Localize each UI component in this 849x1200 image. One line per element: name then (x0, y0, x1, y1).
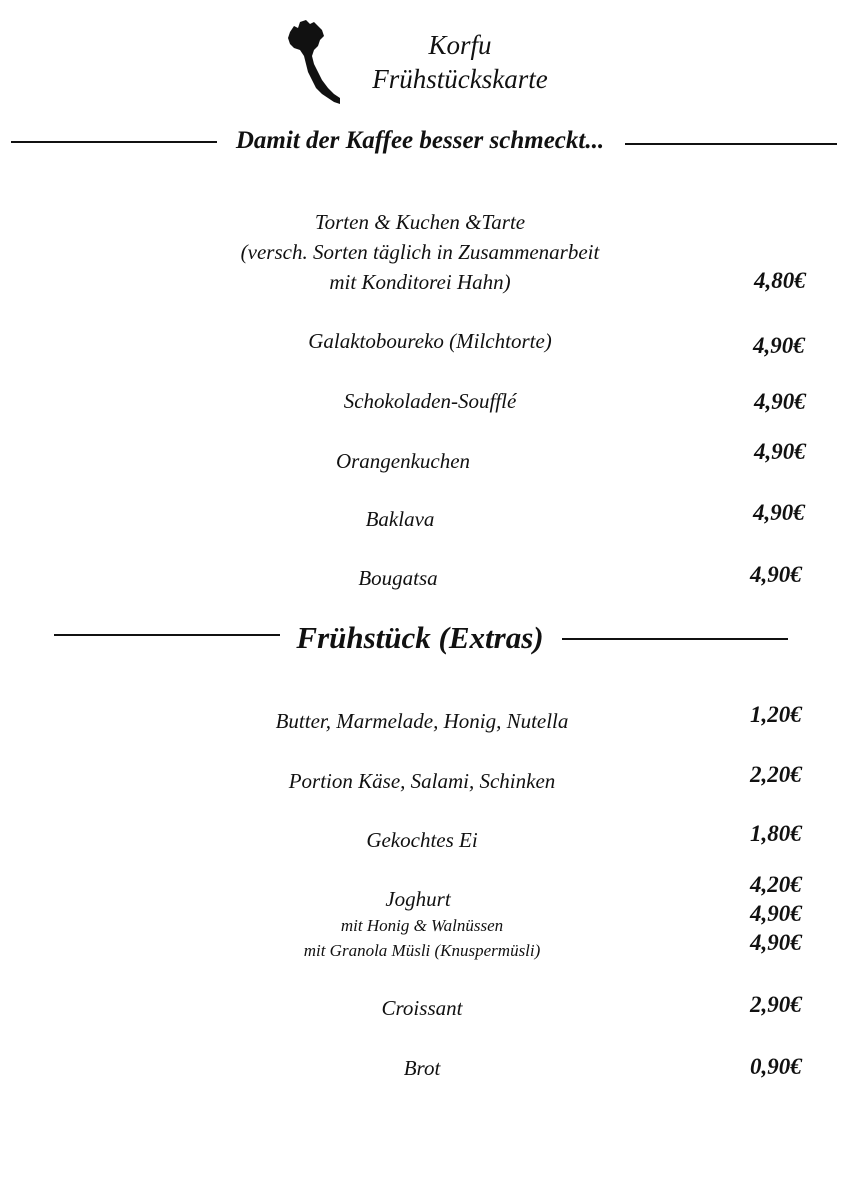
corfu-island-logo-icon (284, 18, 344, 106)
menu-item-name: Galaktoboureko (Milchtorte) (308, 329, 552, 353)
menu-item-variant-price: 4,90€ (750, 930, 802, 955)
menu-item-name: Baklava (365, 507, 435, 531)
menu-item-price: 4,20€ (750, 872, 802, 897)
menu-item-name-line: mit Konditorei Hahn) (329, 270, 511, 294)
menu-item-price: 4,90€ (750, 562, 802, 587)
menu-item-name-line: (versch. Sorten täglich in Zusammenarbeit (240, 240, 600, 264)
section-2-rule-right (562, 638, 788, 640)
section-2-rule-left (54, 634, 280, 636)
menu-item-price: 4,90€ (754, 389, 806, 414)
section-1-rule-left (11, 141, 217, 143)
menu-item-name: Schokoladen-Soufflé (343, 389, 517, 413)
menu-item-variant: mit Granola Müsli (Knuspermüsli) (303, 941, 541, 960)
menu-item-name: Croissant (381, 996, 463, 1020)
menu-item-price: 2,20€ (750, 762, 802, 787)
section-2-title: Frühstück (Extras) (296, 620, 544, 655)
menu-item-price: 2,90€ (750, 992, 802, 1017)
header-line-1: Korfu (428, 30, 492, 60)
header-line-2: Frühstückskarte (372, 64, 548, 94)
menu-item-name: Bougatsa (358, 566, 438, 590)
menu-item-price: 0,90€ (750, 1054, 802, 1079)
menu-item-price: 4,90€ (753, 500, 805, 525)
menu-item-price: 4,90€ (754, 439, 806, 464)
menu-item-price: 4,80€ (754, 268, 806, 293)
menu-item-variant-price: 4,90€ (750, 901, 802, 926)
menu-item-name: Butter, Marmelade, Honig, Nutella (275, 709, 569, 733)
menu-item-torten (180, 207, 660, 297)
header-title (360, 28, 560, 96)
menu-item-name-line: Torten & Kuchen &Tarte (314, 210, 526, 234)
menu-item-name: Joghurt (385, 887, 451, 911)
menu-item-price: 1,20€ (750, 702, 802, 727)
menu-item-name: Portion Käse, Salami, Schinken (288, 769, 556, 793)
menu-item-name: Gekochtes Ei (366, 828, 478, 852)
menu-item-name: Orangenkuchen (335, 449, 471, 473)
section-1-title: Damit der Kaffee besser schmeckt... (235, 127, 605, 154)
menu-item-price: 4,90€ (753, 333, 805, 358)
menu-item-price: 1,80€ (750, 821, 802, 846)
menu-item-name: Brot (403, 1056, 441, 1080)
section-1-rule-right (625, 143, 837, 145)
menu-item-variant: mit Honig & Walnüssen (340, 916, 504, 935)
